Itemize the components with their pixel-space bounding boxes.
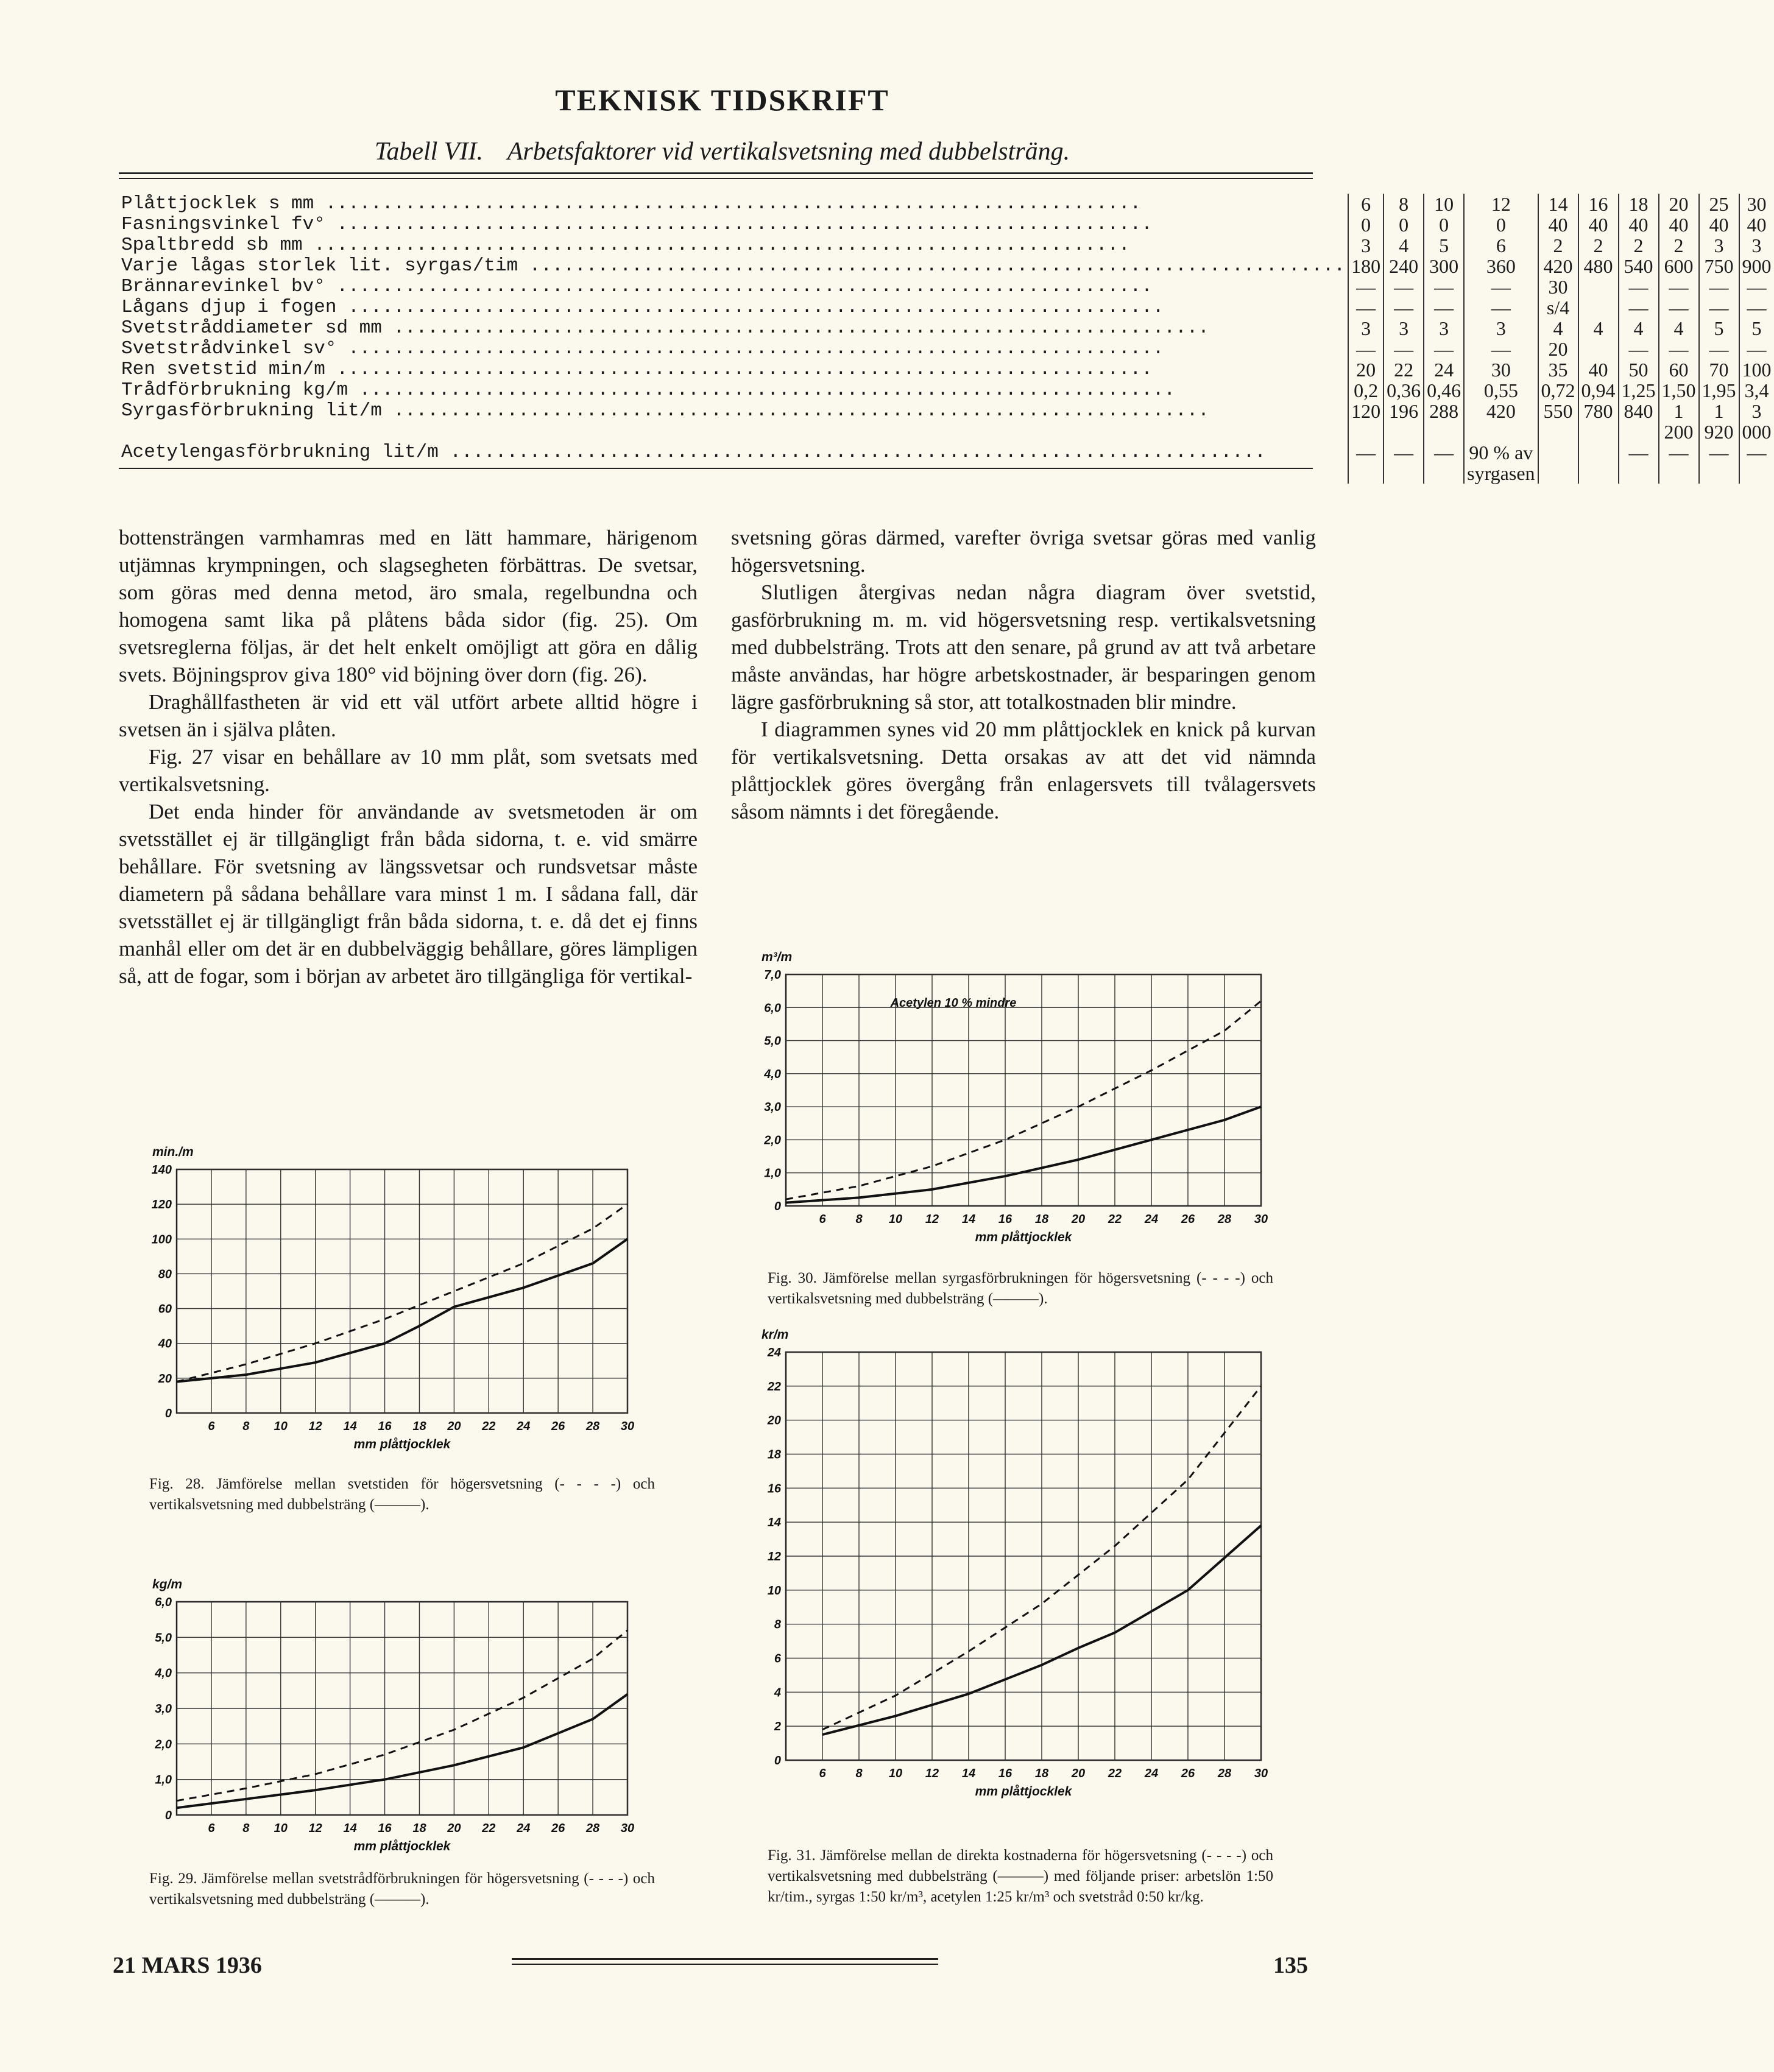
x-tick-label: 6 <box>819 1213 826 1226</box>
table-cell: 0,94 <box>1578 380 1619 401</box>
table-cell: 2 <box>1578 235 1619 256</box>
y-axis-label: m³/m <box>762 950 793 964</box>
footer-rule <box>512 1958 938 1960</box>
table-cell: — <box>1659 297 1699 318</box>
x-tick-label: 18 <box>1034 1213 1049 1226</box>
x-axis-label: mm plåttjocklek <box>353 1437 451 1451</box>
table-cell: 420 <box>1464 401 1538 442</box>
x-tick-label: 26 <box>1181 1767 1195 1780</box>
table-cell: 240 <box>1384 256 1424 277</box>
y-tick-label: 4,0 <box>155 1666 172 1680</box>
table-cell <box>1578 339 1619 359</box>
table-cell: 120 <box>1348 401 1384 442</box>
y-axis-label: kr/m <box>762 1328 789 1342</box>
table-cell: 1,50 <box>1659 380 1699 401</box>
x-tick-label: 30 <box>620 1420 635 1433</box>
series-line-solid <box>177 1239 627 1381</box>
table-row <box>119 235 1774 256</box>
text-column-right <box>731 524 1316 825</box>
table-cell: 70 <box>1699 359 1739 380</box>
table-cell: 40 <box>1619 214 1659 235</box>
table-cell: 2 <box>1538 235 1578 256</box>
table-cell: 20 <box>1659 194 1699 214</box>
x-tick-label: 16 <box>378 1420 392 1433</box>
table-cell: — <box>1659 339 1699 359</box>
table-cell: 5 <box>1699 318 1739 339</box>
x-tick-label: 28 <box>585 1822 600 1835</box>
x-tick-label: 10 <box>274 1420 288 1433</box>
fig28-chart <box>134 1139 670 1462</box>
table-cell: — <box>1384 442 1424 484</box>
table-row-label: Ren svetstid min/m ..... <box>119 359 1348 380</box>
x-tick-label: 20 <box>1071 1767 1086 1780</box>
x-tick-label: 10 <box>888 1767 903 1780</box>
table-cell: 3 <box>1384 318 1424 339</box>
table-row-label: Spaltbredd sb mm ..... <box>119 235 1348 256</box>
table-row-label: Acetylengasförbrukning lit/m ..... <box>119 442 1348 484</box>
table-cell: 35 <box>1538 359 1578 380</box>
x-tick-label: 28 <box>585 1420 600 1433</box>
table-cell: 30 <box>1538 277 1578 297</box>
y-tick-label: 3,0 <box>764 1101 781 1115</box>
table-cell: — <box>1659 277 1699 297</box>
table-cell: 10 <box>1424 194 1464 214</box>
series-line-dashed <box>177 1204 627 1382</box>
y-tick-label: 24 <box>767 1346 781 1359</box>
x-tick-label: 12 <box>308 1822 322 1835</box>
table-cell: 25 <box>1699 194 1739 214</box>
table-cell: — <box>1739 277 1774 297</box>
x-tick-label: 16 <box>378 1822 392 1835</box>
y-tick-label: 3,0 <box>155 1702 172 1716</box>
fig28-caption: Fig. 28. Jämförelse mellan svetstiden för högersvetsning (- - - -) och vertikalsvetsning med dubbelsträng (———). <box>149 1476 655 1513</box>
y-tick-label: 60 <box>158 1302 172 1316</box>
table-cell: — <box>1348 442 1384 484</box>
table-cell: 0 <box>1464 214 1538 235</box>
table-cell: — <box>1348 297 1384 318</box>
table-cell: — <box>1464 297 1538 318</box>
table-cell: — <box>1699 277 1739 297</box>
x-tick-label: 26 <box>1181 1213 1195 1226</box>
table-cell: 40 <box>1739 214 1774 235</box>
x-tick-label: 12 <box>925 1213 939 1226</box>
y-tick-label: 18 <box>767 1448 781 1462</box>
paragraph: Draghållfastheten är vid ett väl utfört arbete alltid högre i svetsen än i själva plåten. <box>119 690 698 741</box>
fig29-caption: Fig. 29. Jämförelse mellan svetstrådförbrukningen för högersvetsning (- - - -) och vertikalsvetsning med dubbelsträng (———). <box>149 1870 655 1908</box>
table-cell: — <box>1619 297 1659 318</box>
table-cell: 30 <box>1464 359 1538 380</box>
x-tick-label: 14 <box>343 1420 357 1433</box>
x-tick-label: 14 <box>961 1767 976 1780</box>
table-cell: 14 <box>1538 194 1578 214</box>
table-cell: 0 <box>1384 214 1424 235</box>
x-tick-label: 10 <box>888 1213 903 1226</box>
table-row <box>119 256 1774 277</box>
x-tick-label: 22 <box>482 1822 496 1835</box>
table-cell: 840 <box>1619 401 1659 442</box>
x-tick-label: 30 <box>1254 1213 1268 1226</box>
table-cell: — <box>1659 442 1699 484</box>
table-row <box>119 339 1774 359</box>
y-axis-label: kg/m <box>152 1577 183 1591</box>
x-tick-label: 20 <box>447 1420 461 1433</box>
table-top-rule <box>119 172 1313 174</box>
y-tick-label: 16 <box>767 1482 781 1496</box>
table-cell: — <box>1699 339 1739 359</box>
series-line-dashed <box>786 1001 1261 1199</box>
table-cell: 4 <box>1538 318 1578 339</box>
table-cell: 180 <box>1348 256 1384 277</box>
table-cell: — <box>1348 339 1384 359</box>
table-cell: 6 <box>1348 194 1384 214</box>
y-tick-label: 2 <box>774 1720 781 1734</box>
table-top-rule-2 <box>119 178 1313 179</box>
page-number: 135 <box>1273 1953 1308 1978</box>
y-tick-label: 5,0 <box>155 1631 172 1645</box>
table-cell: 24 <box>1424 359 1464 380</box>
table-cell: 50 <box>1619 359 1659 380</box>
table-cell: 0 <box>1424 214 1464 235</box>
y-tick-label: 0 <box>164 1809 172 1822</box>
y-tick-label: 6,0 <box>155 1596 172 1609</box>
x-tick-label: 14 <box>343 1822 357 1835</box>
table-cell: — <box>1739 297 1774 318</box>
x-tick-label: 18 <box>1034 1767 1049 1780</box>
table-row <box>119 442 1774 484</box>
table-cell: 40 <box>1578 359 1619 380</box>
x-tick-label: 22 <box>1108 1767 1122 1780</box>
table-cell: 3 <box>1464 318 1538 339</box>
x-tick-label: 30 <box>620 1822 635 1835</box>
table-cell: 6 <box>1464 235 1538 256</box>
table-cell <box>1578 277 1619 297</box>
paragraph: Det enda hinder för användande av svetsmetoden är om svetsstället ej är tillgängligt från båda sidorna, t. e. vid smärre behållare. För svetsning av längssvetsar och rundsvetsar måste diametern på sådana behållare vara minst 1 m. I sådana fall, där svetsstället ej är tillgängligt från båda sidorna, t. e. då det ej finns manhål eller om det är en dubbelväggig behållare, göres lämpligen så, att de fogar, som i början av arbetet äro tillgängliga för vertikal- <box>119 800 698 988</box>
table-cell: — <box>1739 339 1774 359</box>
y-tick-label: 12 <box>767 1550 781 1563</box>
table-cell <box>1578 442 1619 484</box>
y-tick-label: 4 <box>774 1686 781 1700</box>
data-table <box>119 194 1774 484</box>
plot-frame <box>177 1169 627 1413</box>
x-tick-label: 18 <box>412 1822 426 1835</box>
table-cell: 750 <box>1699 256 1739 277</box>
table-cell: — <box>1424 442 1464 484</box>
table-row-label: Plåttjocklek s mm ..... <box>119 194 1348 214</box>
table-cell: 360 <box>1464 256 1538 277</box>
table-cell: 2 <box>1619 235 1659 256</box>
y-tick-label: 0 <box>164 1407 172 1420</box>
x-tick-label: 16 <box>998 1767 1012 1780</box>
x-tick-label: 22 <box>482 1420 496 1433</box>
table-cell: s/4 <box>1538 297 1578 318</box>
table-cell: 3,4 <box>1739 380 1774 401</box>
table-row <box>119 401 1774 442</box>
table-cell: 12 <box>1464 194 1538 214</box>
x-tick-label: 24 <box>1144 1213 1159 1226</box>
table-cell: 2 <box>1659 235 1699 256</box>
text-column-left <box>119 524 698 990</box>
x-tick-label: 24 <box>517 1822 531 1835</box>
y-tick-label: 1,0 <box>155 1773 172 1787</box>
y-tick-label: 40 <box>158 1337 172 1351</box>
table-cell: 40 <box>1699 214 1739 235</box>
table-cell: 600 <box>1659 256 1699 277</box>
y-tick-label: 120 <box>151 1198 172 1212</box>
table-cell: 20 <box>1538 339 1578 359</box>
table-cell: 420 <box>1538 256 1578 277</box>
y-tick-label: 0 <box>774 1754 781 1767</box>
x-tick-label: 6 <box>208 1420 215 1433</box>
y-tick-label: 2,0 <box>764 1133 781 1147</box>
table-caption-label: Tabell VII. <box>374 138 483 166</box>
table-cell: 4 <box>1578 318 1619 339</box>
x-axis-label: mm plåttjocklek <box>975 1230 1072 1244</box>
table-cell: — <box>1619 277 1659 297</box>
x-tick-label: 8 <box>855 1767 863 1780</box>
table-cell: — <box>1739 442 1774 484</box>
y-tick-label: 14 <box>767 1516 781 1530</box>
x-tick-label: 16 <box>998 1213 1012 1226</box>
table-row <box>119 359 1774 380</box>
fig31-caption: Fig. 31. Jämförelse mellan de direkta kostnaderna för högersvetsning (- - - -) och vertikalsvetsning med dubbelsträng (———) med följande priser: arbetslön 1:50 kr/tim., syrgas 1:50 kr/m³, acetylen 1:25 kr/m³ och svetstråd 0:50 kr/kg. <box>768 1847 1273 1905</box>
table-cell: 20 <box>1348 359 1384 380</box>
x-tick-label: 14 <box>961 1213 976 1226</box>
table-cell: 0,55 <box>1464 380 1538 401</box>
table-row-label: Lågans djup i fogen ..... <box>119 297 1348 318</box>
table-cell: 1,25 <box>1619 380 1659 401</box>
table-cell: — <box>1424 297 1464 318</box>
table-row-label: Fasningsvinkel fv° ..... <box>119 214 1348 235</box>
y-tick-label: 7,0 <box>764 968 781 982</box>
table-row <box>119 214 1774 235</box>
table-cell <box>1538 442 1578 484</box>
y-tick-label: 5,0 <box>764 1034 781 1048</box>
y-tick-label: 0 <box>774 1200 781 1213</box>
x-tick-label: 12 <box>308 1420 322 1433</box>
x-tick-label: 6 <box>208 1822 215 1835</box>
table-row-label: Varje lågas storlek lit. syrgas/tim ..... <box>119 256 1348 277</box>
table-cell: 3 000 <box>1739 401 1774 442</box>
y-axis-label: min./m <box>152 1145 194 1159</box>
x-tick-label: 8 <box>242 1822 250 1835</box>
table-cell: 540 <box>1619 256 1659 277</box>
table-cell: 300 <box>1424 256 1464 277</box>
x-tick-label: 8 <box>242 1420 250 1433</box>
x-tick-label: 8 <box>855 1213 863 1226</box>
x-tick-label: 26 <box>551 1420 565 1433</box>
y-tick-label: 140 <box>151 1163 172 1177</box>
fig30-caption: Fig. 30. Jämförelse mellan syrgasförbrukningen för högersvetsning (- - - -) och vertikalsvetsning med dubbelsträng (———). <box>768 1270 1273 1307</box>
paragraph: svetsning göras därmed, varefter övriga svetsar göras med vanlig högersvetsning. <box>731 526 1316 577</box>
table-cell: 0,2 <box>1348 380 1384 401</box>
table-cell: — <box>1424 277 1464 297</box>
table-cell: 480 <box>1578 256 1619 277</box>
fig31-chart <box>743 1328 1292 1827</box>
x-tick-label: 24 <box>517 1420 531 1433</box>
table-row-label: Svetstrådvinkel sv° ..... <box>119 339 1348 359</box>
table-cell: 1 200 <box>1659 401 1699 442</box>
x-tick-label: 10 <box>274 1822 288 1835</box>
table-caption-title: Arbetsfaktorer vid vertikalsvetsning med dubbelsträng. <box>507 138 1070 166</box>
table-cell: 100 <box>1739 359 1774 380</box>
table-cell: 8 <box>1384 194 1424 214</box>
table-cell: 22 <box>1384 359 1424 380</box>
table-cell: 5 <box>1739 318 1774 339</box>
table-cell: 0,72 <box>1538 380 1578 401</box>
x-axis-label: mm plåttjocklek <box>975 1785 1072 1799</box>
x-tick-label: 24 <box>1144 1767 1159 1780</box>
table-cell: 550 <box>1538 401 1578 442</box>
table-cell: 16 <box>1578 194 1619 214</box>
table-cell: 0 <box>1348 214 1384 235</box>
y-tick-label: 20 <box>767 1414 781 1428</box>
fig29-chart <box>134 1577 670 1864</box>
table-cell: 780 <box>1578 401 1619 442</box>
x-tick-label: 20 <box>1071 1213 1086 1226</box>
table-row-label: Trådförbrukning kg/m ..... <box>119 380 1348 401</box>
footer-rule-2 <box>512 1964 938 1965</box>
table-cell: 3 <box>1739 235 1774 256</box>
y-tick-label: 20 <box>158 1372 172 1386</box>
table-row <box>119 297 1774 318</box>
table-cell: 4 <box>1619 318 1659 339</box>
fig30-chart <box>743 950 1292 1255</box>
table-cell: — <box>1619 442 1659 484</box>
table-cell: 900 <box>1739 256 1774 277</box>
table-cell: 30 <box>1739 194 1774 214</box>
y-tick-label: 6 <box>774 1652 781 1666</box>
table-cell: 4 <box>1384 235 1424 256</box>
table-cell: 3 <box>1699 235 1739 256</box>
paragraph: Fig. 27 visar en behållare av 10 mm plåt, som svetsats med vertikalsvetsning. <box>119 745 698 796</box>
table-row <box>119 194 1774 214</box>
y-tick-label: 80 <box>158 1267 172 1281</box>
table-cell: 0,36 <box>1384 380 1424 401</box>
table-cell: 40 <box>1659 214 1699 235</box>
table-row-label: Brännarevinkel bv° ..... <box>119 277 1348 297</box>
table-cell: 3 <box>1348 235 1384 256</box>
table-cell: 196 <box>1384 401 1424 442</box>
table-cell <box>1578 297 1619 318</box>
x-tick-label: 22 <box>1108 1213 1122 1226</box>
table-row-label: Svetstråddiameter sd mm ..... <box>119 318 1348 339</box>
chart-annotation: Acetylen 10 % mindre <box>890 996 1017 1010</box>
table-cell: — <box>1348 277 1384 297</box>
journal-title: TEKNISK TIDSKRIFT <box>555 83 889 117</box>
table-cell: — <box>1424 339 1464 359</box>
table-cell: — <box>1464 277 1538 297</box>
table-caption <box>0 137 1444 166</box>
table-row-label: Syrgasförbrukning lit/m ..... <box>119 401 1348 442</box>
x-tick-label: 30 <box>1254 1767 1268 1780</box>
x-tick-label: 28 <box>1217 1767 1232 1780</box>
table-cell: — <box>1699 297 1739 318</box>
table-row <box>119 318 1774 339</box>
paragraph: Slutligen återgivas nedan några diagram över svetstid, gasförbrukning m. m. vid högersvetsning resp. vertikalsvetsning med dubbelsträng. Trots att den senare, på grund av att två arbetare måste användas, har högre arbetskostnader, är besparingen genom lägre gasförbrukning så stor, att totalkostnaden blir mindre. <box>731 580 1316 714</box>
table-cell: 0,46 <box>1424 380 1464 401</box>
x-tick-label: 18 <box>412 1420 426 1433</box>
table-cell: 18 <box>1619 194 1659 214</box>
y-tick-label: 2,0 <box>155 1738 172 1752</box>
paragraph: I diagrammen synes vid 20 mm plåttjocklek en knick på kurvan för vertikalsvetsning. Detta orsakas av att det vid nämnda plåttjocklek göres övergång från enlagersvets till tvålagersvets såsom nämnts i det föregående. <box>731 717 1316 823</box>
table-cell: — <box>1464 339 1538 359</box>
table-cell: 288 <box>1424 401 1464 442</box>
table-cell: 60 <box>1659 359 1699 380</box>
table-cell: — <box>1699 442 1739 484</box>
y-tick-label: 1,0 <box>764 1166 781 1180</box>
table-cell: 90 % av syrgasen <box>1464 442 1538 484</box>
series-line-solid <box>786 1107 1261 1203</box>
series-line-solid <box>177 1694 627 1808</box>
table-cell: 4 <box>1659 318 1699 339</box>
table-cell: 3 <box>1424 318 1464 339</box>
x-tick-label: 28 <box>1217 1213 1232 1226</box>
table-cell: 40 <box>1578 214 1619 235</box>
y-tick-label: 100 <box>151 1233 172 1247</box>
x-tick-label: 12 <box>925 1767 939 1780</box>
table-cell: — <box>1619 339 1659 359</box>
table-cell: 1 920 <box>1699 401 1739 442</box>
table-cell: — <box>1384 277 1424 297</box>
table-cell: — <box>1384 297 1424 318</box>
table-cell: 3 <box>1348 318 1384 339</box>
x-axis-label: mm plåttjocklek <box>353 1839 451 1853</box>
table-row <box>119 380 1774 401</box>
y-tick-label: 10 <box>767 1584 781 1598</box>
paragraph: bottensträngen varmhamras med en lätt hammare, härigenom utjämnas krympningen, och slagsegheten förbättras. De svetsar, som göras med denna metod, äro smala, regelbundna och homogena samt lika på plåtens båda sidor (fig. 25). Om svetsreglerna följas, är det helt enkelt omöjligt att göra en dålig svets. Böjningsprov giva 180° vid böjning över dorn (fig. 26). <box>119 526 698 686</box>
y-tick-label: 22 <box>767 1380 781 1394</box>
footer-date: 21 MARS 1936 <box>113 1953 262 1978</box>
x-tick-label: 6 <box>819 1767 826 1780</box>
table-row <box>119 277 1774 297</box>
table-cell: 1,95 <box>1699 380 1739 401</box>
x-tick-label: 26 <box>551 1822 565 1835</box>
table-cell: 40 <box>1538 214 1578 235</box>
table-cell: 5 <box>1424 235 1464 256</box>
x-tick-label: 20 <box>447 1822 461 1835</box>
y-tick-label: 8 <box>774 1618 781 1632</box>
table-cell: — <box>1384 339 1424 359</box>
y-tick-label: 4,0 <box>764 1067 781 1081</box>
y-tick-label: 6,0 <box>764 1001 781 1015</box>
